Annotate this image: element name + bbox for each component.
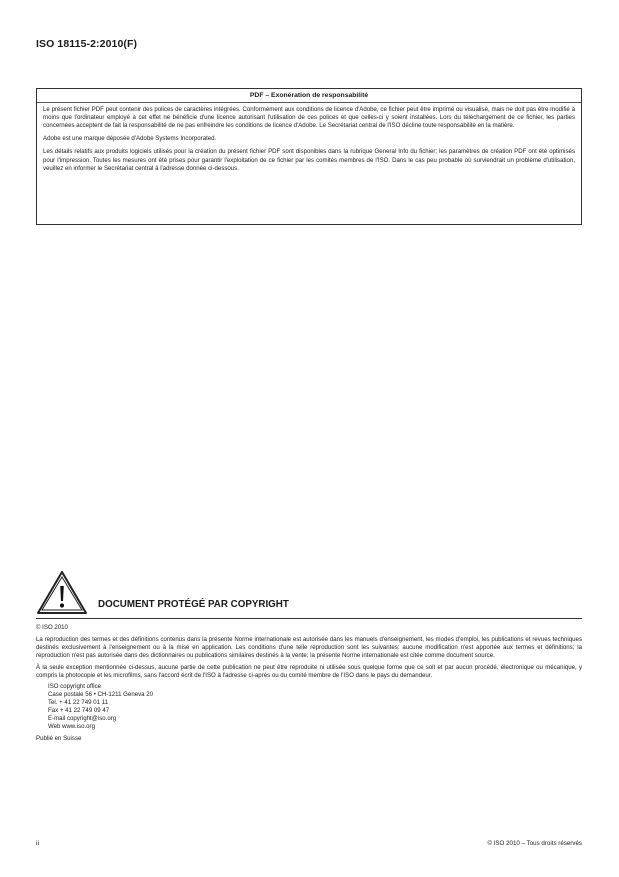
published-in: Publié en Suisse (36, 734, 82, 742)
copyright-divider (36, 618, 582, 619)
address-office: ISO copyright office (48, 683, 102, 691)
pdf-disclaimer-box (36, 88, 582, 225)
iso-address-block (48, 683, 582, 730)
disclaimer-paragraph-adobe: Adobe est une marque déposée d'Adobe Systems Incorporated. (43, 135, 217, 143)
address-fax: Fax + 41 22 749 09 47 (48, 707, 110, 715)
address-email: E-mail copyright@iso.org (48, 715, 117, 723)
disclaimer-paragraph-fonts: Le présent fichier PDF peut contenir des polices de caractères intégrées. Conformément aux conditions de licence d'Adobe, ce fichier peut être imprimé ou visualisé, mais ne doit pas être modifié à moins que l'ordinateur employé à cet effet ne bénéficie d'une licence autorisant l'utilisation de ces polices et que celles-ci y soient installées. Lors du téléchargement de ce fichier, les parties concernées acceptent de fait la responsabilité de ne pas enfreindre les conditions de licence d'Adobe. Le Secrétariat central de l'ISO décline toute responsabilité en la matière. (43, 106, 575, 130)
disclaimer-title: PDF – Exonération de responsabilité (249, 92, 369, 99)
page-number: ii (36, 840, 40, 847)
copyright-paragraph-reproduction: La reproduction des termes et des définitions contenus dans la présente Norme internationale est autorisée dans les manuels d'enseignement, les modes d'emploi, les publications et revues techniques destinés exclusivement à l'enseignement ou à la mise en application. Les conditions d'une telle reproduction sont les suivantes: aucune modification n'est apportée aux termes et définitions; la reproduction n'est pas autorisée dans des dictionnaires ou publications similaires destinés à la vente; la présente Norme internationale est citée comme document source. (36, 635, 582, 659)
document-id: ISO 18115-2:2010(F) (36, 38, 138, 50)
warning-triangle-icon (36, 570, 88, 615)
copyright-notice: © ISO 2010 (36, 624, 68, 631)
copyright-heading: DOCUMENT PROTÉGÉ PAR COPYRIGHT (98, 599, 289, 610)
disclaimer-divider (37, 102, 581, 103)
copyright-section (36, 624, 582, 743)
footer-rights: © ISO 2010 – Tous droits réservés (487, 840, 582, 847)
address-postal: Case postale 56 • CH-1211 Geneva 20 (48, 691, 154, 699)
copyright-paragraph-exception: À la seule exception mentionnée ci-dessus, aucune partie de cette publication ne peut être reproduite ni utilisée sous quelque forme que ce soit et par aucun procédé, électronique ou mécanique, y compris la photocopie et les microfilms, sans l'accord écrit de l'ISO à l'adresse ci-après ou du comité membre de l'ISO dans le pays du demandeur. (36, 663, 582, 679)
address-web: Web www.iso.org (48, 722, 95, 730)
disclaimer-paragraph-details: Les détails relatifs aux produits logiciels utilisés pour la création du présent fichier PDF sont disponibles dans la rubrique General Info du fichier; les paramètres de création PDF ont été optimisés pour l'impression. Toutes les mesures ont été prises pour garantir l'exploitation de ce fichier par les comités membres de l'ISO. Dans le cas peu probable où surviendrait un problème d'utilisation, veuillez en informer le Secrétariat central à l'adresse donnée ci-dessous. (43, 148, 575, 172)
address-tel: Tel. + 41 22 749 01 11 (48, 699, 109, 707)
